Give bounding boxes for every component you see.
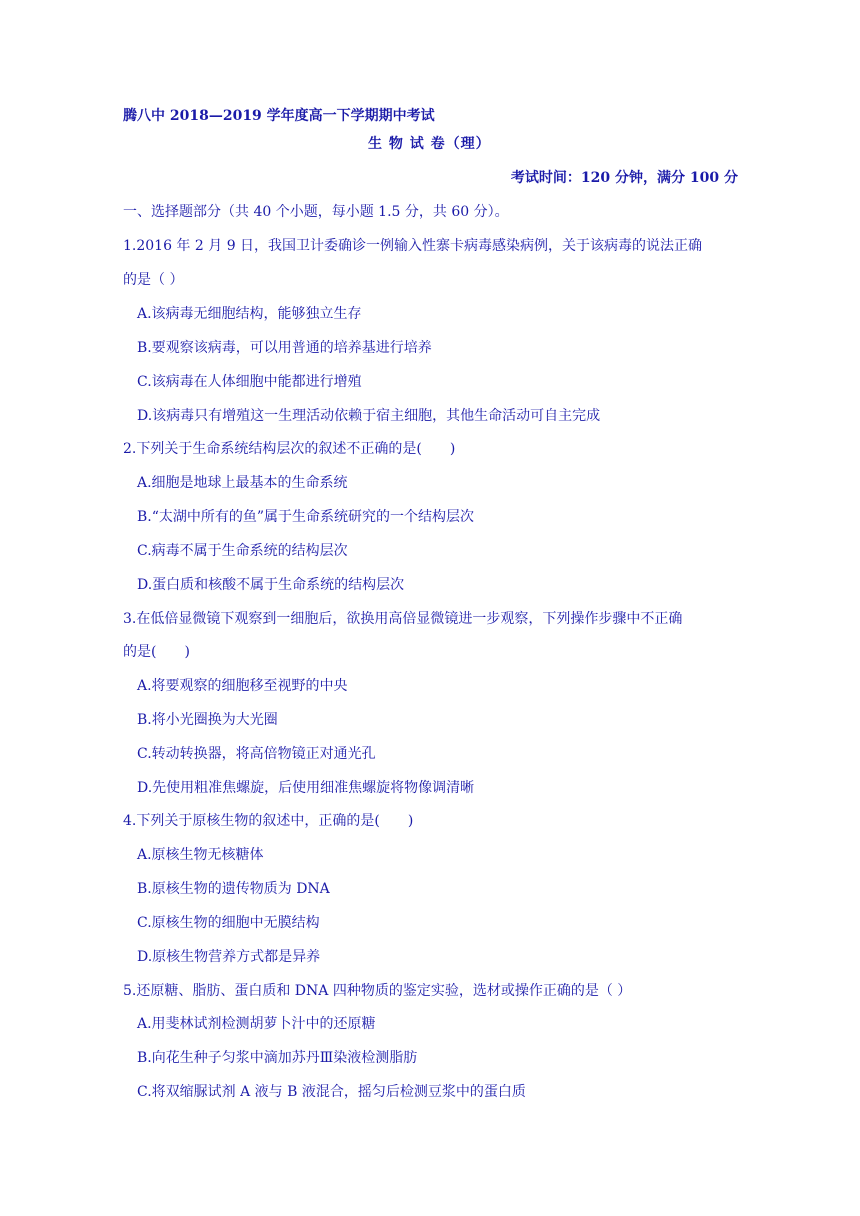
question-1-stem-line-2: 的是（ ） [123, 272, 184, 288]
question-4-option-c: C.原核生物的细胞中无膜结构 [137, 915, 320, 931]
question-2-option-b: B.“太湖中所有的鱼”属于生命系统研究的一个结构层次 [137, 509, 475, 525]
question-2-option-c: C.病毒不属于生命系统的结构层次 [137, 543, 348, 559]
question-4-option-d: D.原核生物营养方式都是异养 [137, 949, 321, 965]
question-5-stem-line-1: 5.还原糖、脂肪、蛋白质和 DNA 四种物质的鉴定实验，选材或操作正确的是（ ） [123, 983, 632, 999]
question-4-option-a: A.原核生物无核糖体 [137, 847, 264, 863]
question-3-option-d: D.先使用粗准焦螺旋，后使用细准焦螺旋将物像调清晰 [137, 780, 475, 796]
question-3-stem-line-1: 3.在低倍显微镜下观察到一细胞后，欲换用高倍显微镜进一步观察，下列操作步骤中不正确 [123, 611, 683, 627]
question-2-option-a: A.细胞是地球上最基本的生命系统 [137, 475, 348, 491]
question-2-option-d: D.蛋白质和核酸不属于生命系统的结构层次 [137, 577, 405, 593]
question-3-option-b: B.将小光圈换为大光圈 [137, 712, 278, 728]
exam-info: 考试时间：120 分钟，满分 100 分 [510, 170, 738, 186]
question-5-option-a: A.用斐林试剂检测胡萝卜汁中的还原糖 [137, 1016, 376, 1032]
question-4-option-b: B.原核生物的遗传物质为 DNA [137, 881, 330, 897]
question-1-option-b: B.要观察该病毒，可以用普通的培养基进行培养 [137, 340, 432, 356]
question-1-stem-line-1: 1.2016 年 2 月 9 日，我国卫计委确诊一例输入性寨卡病毒感染病例，关于该病毒的说法正确 [123, 238, 703, 254]
question-3-stem-line-2: 的是( ) [123, 644, 190, 660]
question-4-stem-line-1: 4.下列关于原核生物的叙述中，正确的是( ) [123, 813, 414, 829]
question-1-option-d: D.该病毒只有增殖这一生理活动依赖于宿主细胞，其他生命活动可自主完成 [137, 408, 601, 424]
question-3-option-a: A.将要观察的细胞移至视野的中央 [137, 678, 348, 694]
question-5-option-b: B.向花生种子匀浆中滴加苏丹Ⅲ染液检测脂肪 [137, 1050, 418, 1066]
question-1-option-a: A.该病毒无细胞结构，能够独立生存 [137, 306, 362, 322]
section-header: 一、选择题部分（共 40 个小题，每小题 1.5 分，共 60 分）。 [123, 204, 509, 220]
subject-title: 生 物 试 卷（理） [368, 136, 491, 152]
school-title: 腾八中 2018—2019 学年度高一下学期期中考试 [123, 108, 435, 124]
question-2-stem-line-1: 2.下列关于生命系统结构层次的叙述不正确的是( ) [123, 441, 456, 457]
question-5-option-c: C.将双缩脲试剂 A 液与 B 液混合，摇匀后检测豆浆中的蛋白质 [137, 1084, 526, 1100]
question-3-option-c: C.转动转换器，将高倍物镜正对通光孔 [137, 746, 376, 762]
question-1-option-c: C.该病毒在人体细胞中能都进行增殖 [137, 374, 362, 390]
